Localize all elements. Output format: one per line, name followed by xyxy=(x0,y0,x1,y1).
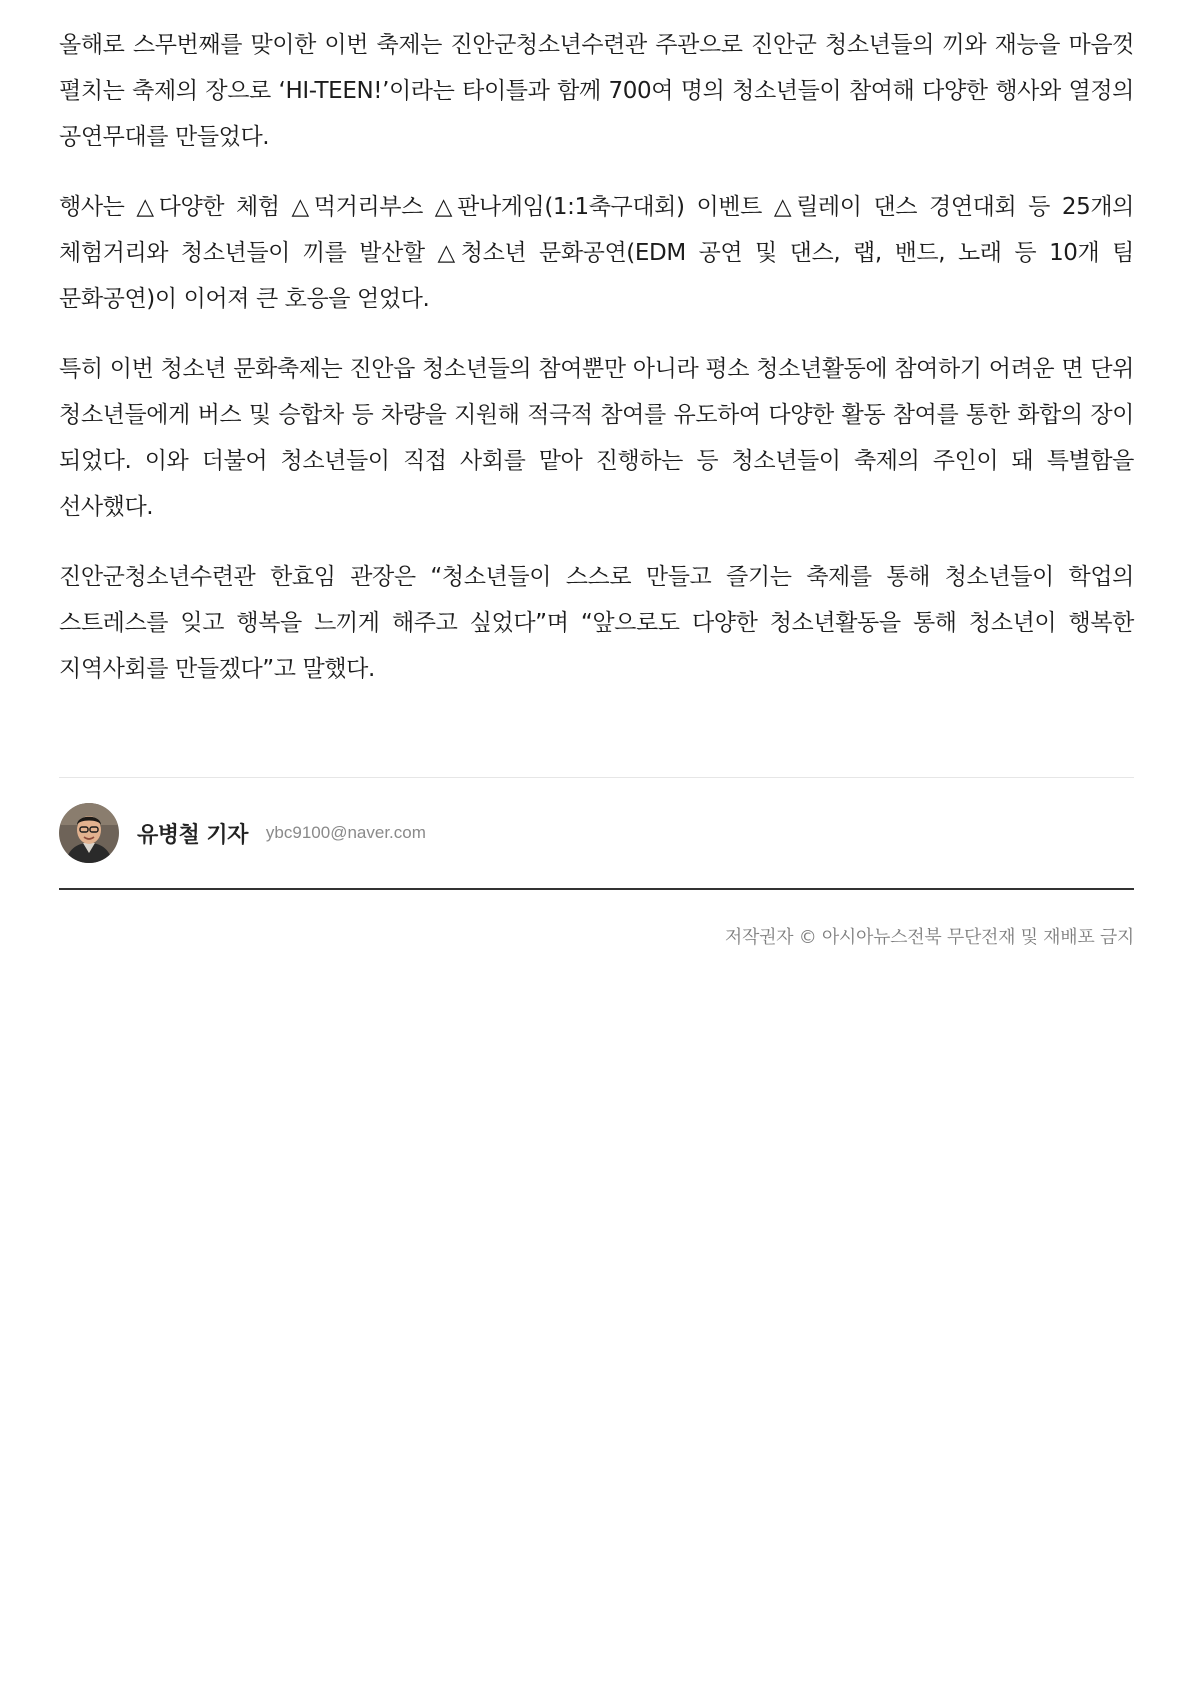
article-paragraph-2: 행사는 △다양한 체험 △먹거리부스 △판나게임(1:1축구대회) 이벤트 △릴레이 댄스 경연대회 등 25개의 체험거리와 청소년들이 끼를 발산할 △청소년 문화공연(EDM 공연 및 댄스, 랩, 밴드, 노래 등 10개 팀 문화공연)이 이어져 큰 호응을 얻었다. xyxy=(59,194,1134,312)
footer-divider xyxy=(59,888,1134,890)
reporter-email[interactable]: ybc9100@naver.com xyxy=(265,823,426,842)
reporter-byline xyxy=(59,803,426,863)
reporter-photo-icon[interactable] xyxy=(59,803,119,863)
article-paragraph-3: 특히 이번 청소년 문화축제는 진안읍 청소년들의 참여뿐만 아니라 평소 청소년활동에 참여하기 어려운 면 단위 청소년들에게 버스 및 승합차 등 차량을 지원해 적극적 참여를 유도하여 다양한 활동 참여를 통한 화합의 장이 되었다. 이와 더불어 청소년들이 직접 사회를 맡아 진행하는 등 청소년들이 축제의 주인이 돼 특별함을 선사했다. xyxy=(59,356,1134,520)
reporter-name: 유병철 기자 xyxy=(137,822,248,848)
article-paragraph-1: 올해로 스무번째를 맞이한 이번 축제는 진안군청소년수련관 주관으로 진안군 청소년들의 끼와 재능을 마음껏 펼치는 축제의 장으로 ‘HI-TEEN!’이라는 타이틀과 함께 700여 명의 청소년들이 참여해 다양한 행사와 열정의 공연무대를 만들었다. xyxy=(59,32,1134,150)
copyright-notice: 저작권자 © 아시아뉴스전북 무단전재 및 재배포 금지 xyxy=(724,927,1134,948)
article-body xyxy=(59,22,1134,716)
article-paragraph-4: 진안군청소년수련관 한효임 관장은 “청소년들이 스스로 만들고 즐기는 축제를 통해 청소년들이 학업의 스트레스를 잊고 행복을 느끼게 해주고 싶었다”며 “앞으로도 다양한 청소년활동을 통해 청소년이 행복한 지역사회를 만들겠다”고 말했다. xyxy=(59,564,1134,682)
byline-divider xyxy=(59,777,1134,778)
